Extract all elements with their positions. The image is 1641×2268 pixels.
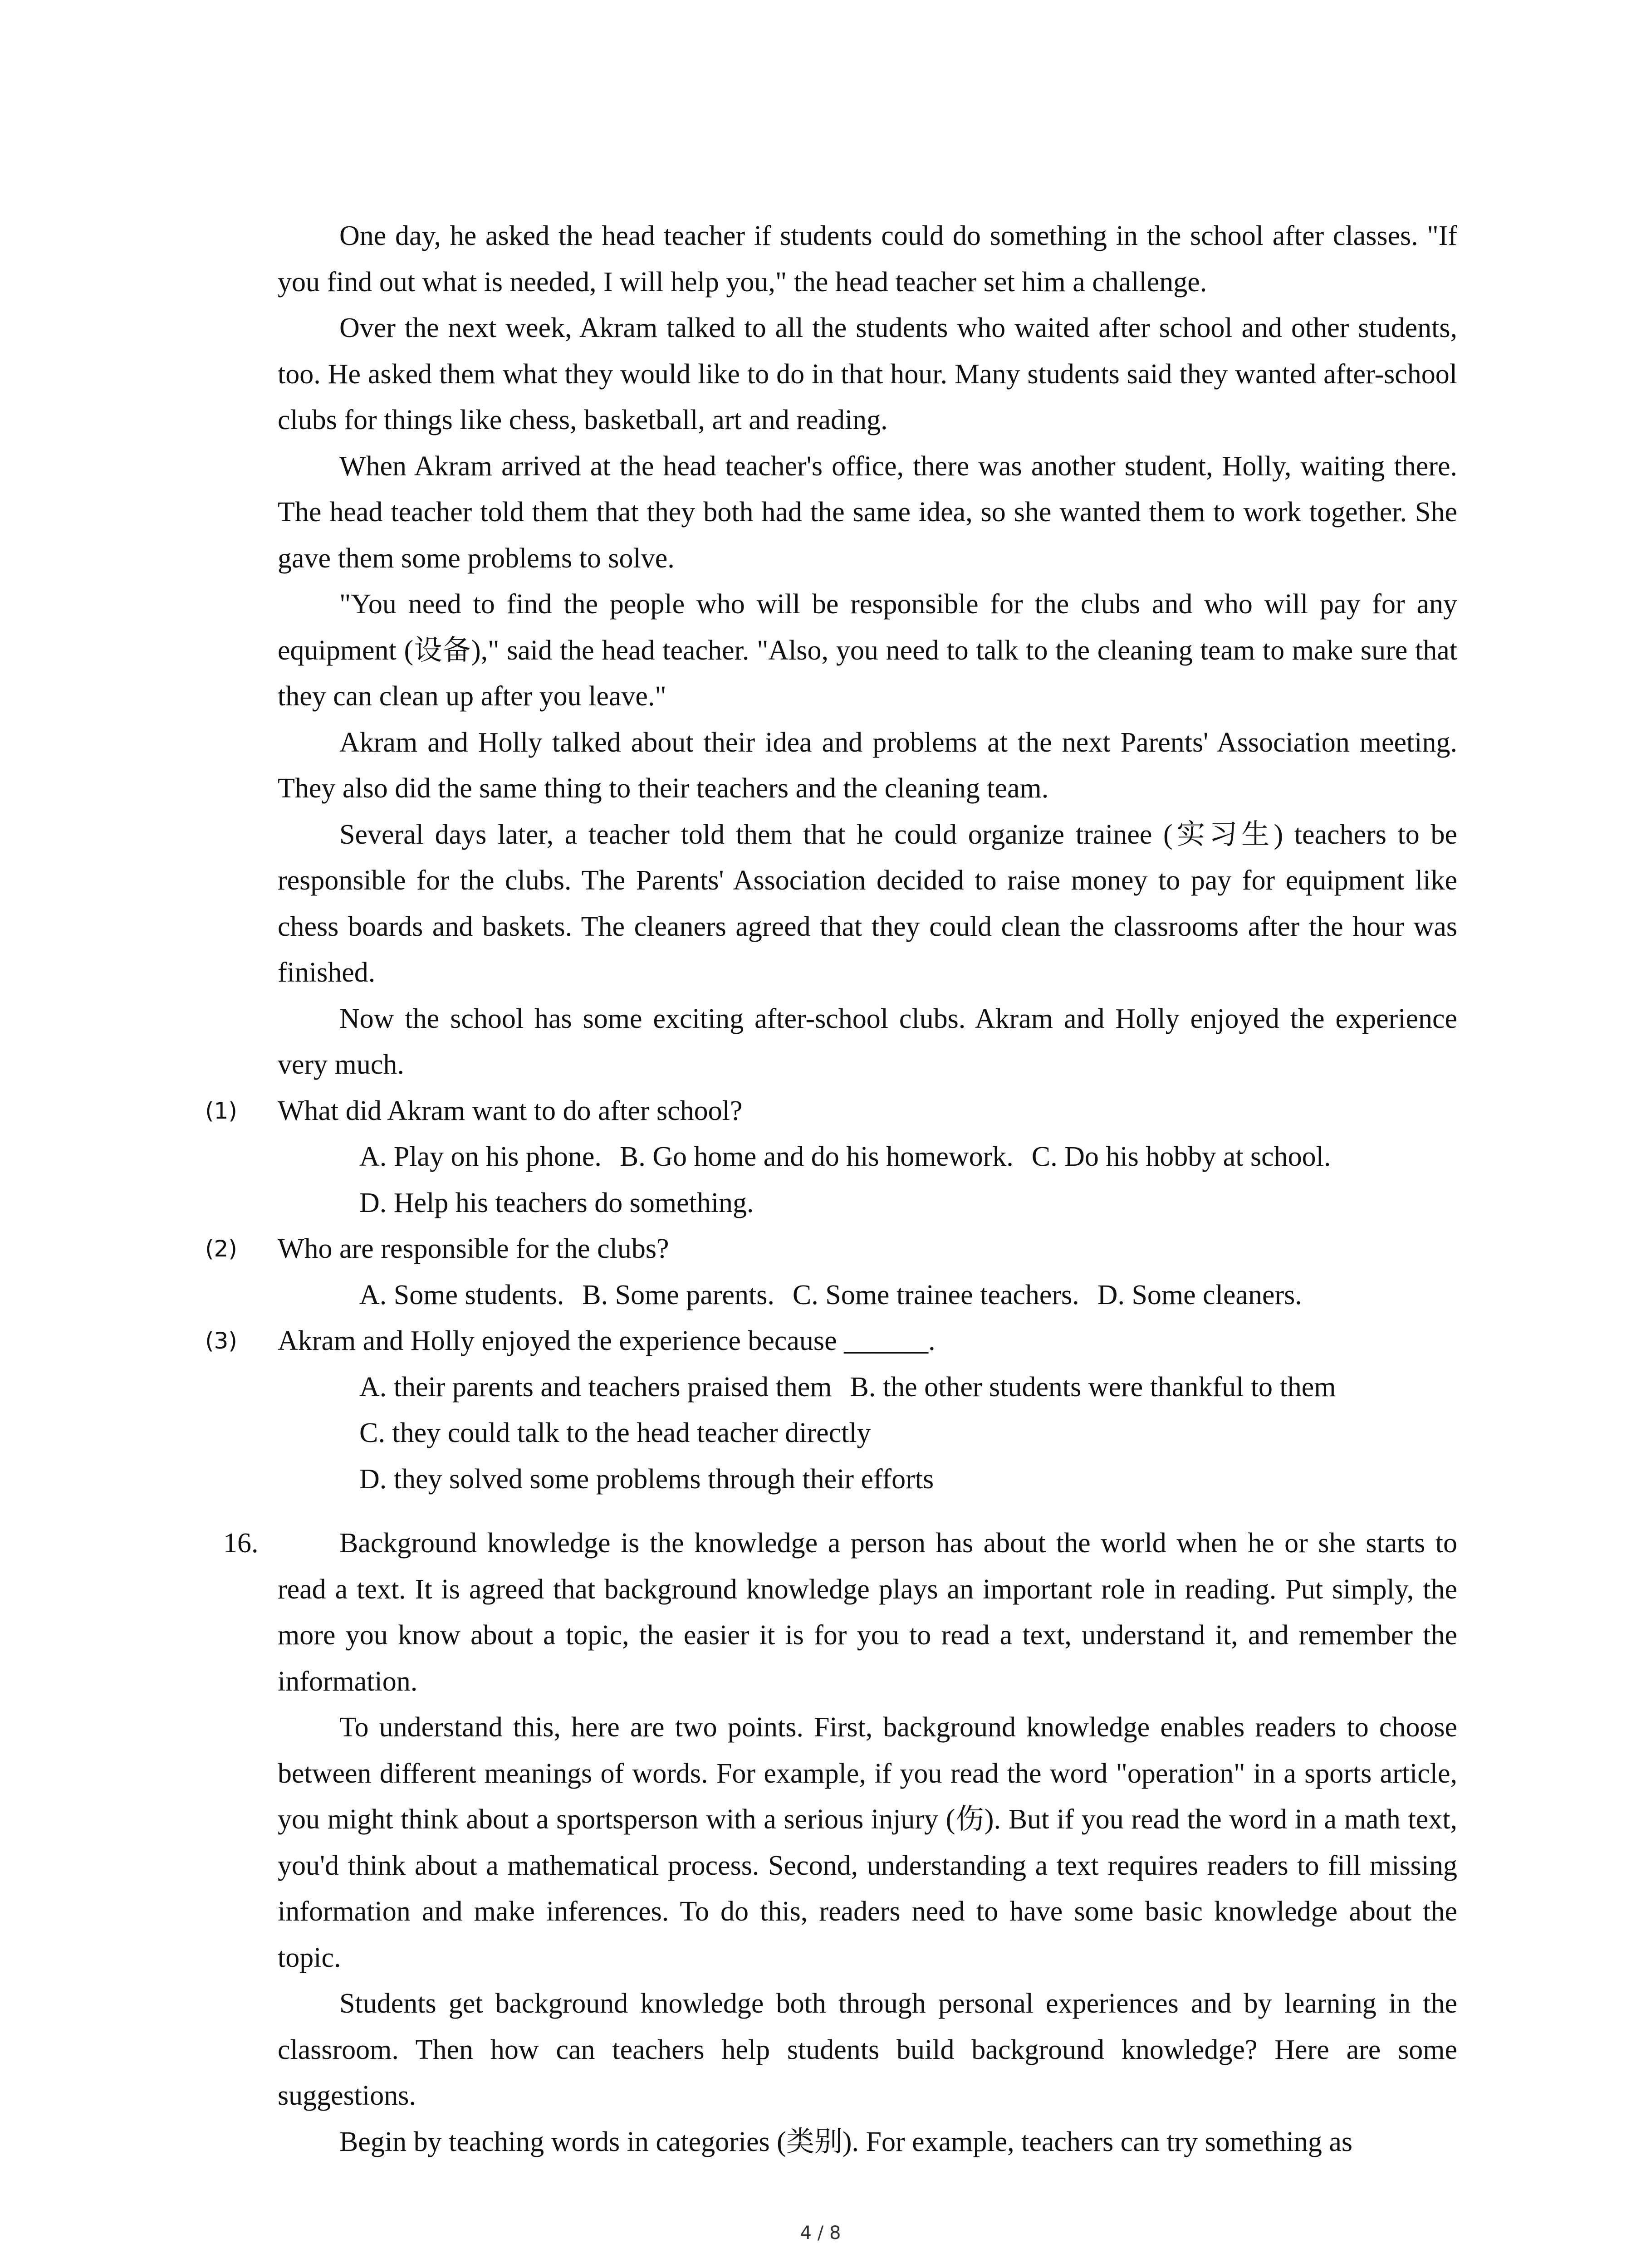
option-line — [359, 1364, 1457, 1411]
question-number: (3) — [205, 1328, 237, 1354]
page-number: 4 / 8 — [800, 2223, 841, 2244]
option-line — [359, 1272, 1457, 1319]
question-2-options — [278, 1272, 1457, 1319]
question-1-options — [278, 1134, 1457, 1226]
option-line — [359, 1134, 1457, 1180]
passage-paragraph: "You need to find the people who will be responsible for the clubs and who will pay for any equipment (设备)," said the head teacher. "Also, you need to talk to the cleaning team to make sure that they can clean up after you leave." — [278, 589, 1457, 712]
option-line — [359, 1410, 1457, 1457]
option-a[interactable]: A. Play on his phone. — [359, 1141, 602, 1172]
passage-paragraph: One day, he asked the head teacher if students could do something in the school after classes. "If you find out what is needed, I will help you," the head teacher set him a challenge. — [278, 220, 1457, 298]
option-b[interactable]: B. the other students were thankful to them — [850, 1371, 1336, 1403]
option-b[interactable]: B. Go home and do his homework. — [619, 1141, 1014, 1172]
question-3-options — [278, 1364, 1457, 1503]
question-text: Akram and Holly enjoyed the experience because ______. — [278, 1325, 936, 1356]
item-16-paragraph: Background knowledge is the knowledge a person has about the world when he or she starts to read a text. It is agreed that background knowledge plays an important role in reading. Put simply, the more you know about a topic, the easier it is for you to read a text, understand it, and remember the information. — [278, 1528, 1457, 1697]
item-16-paragraph: Begin by teaching words in categories (类别). For example, teachers can try something as — [339, 2126, 1353, 2157]
item-16 — [223, 1520, 1457, 2165]
option-line — [359, 1180, 1457, 1227]
passage-paragraph: When Akram arrived at the head teacher's office, there was another student, Holly, waiting there. The head teacher told them that they both had the same idea, so she wanted them to work together. She gave them some problems to solve. — [278, 450, 1457, 574]
option-c[interactable]: C. Do his hobby at school. — [1031, 1141, 1331, 1172]
page-content — [205, 213, 1457, 2165]
item-number: 16. — [223, 1528, 259, 1559]
option-a[interactable]: A. Some students. — [359, 1279, 564, 1310]
item-16-paragraph: Students get background knowledge both through personal experiences and by learning in the classroom. Then how can teachers help students build background knowledge? Here are some suggestions. — [278, 1988, 1457, 2111]
question-3 — [205, 1318, 1457, 1364]
option-a[interactable]: A. their parents and teachers praised them — [359, 1371, 832, 1403]
question-text: Who are responsible for the clubs? — [278, 1233, 669, 1264]
option-d[interactable]: D. Some cleaners. — [1097, 1279, 1302, 1310]
option-d[interactable]: D. they solved some problems through their efforts — [359, 1463, 934, 1495]
option-line — [359, 1457, 1457, 1503]
question-number: (2) — [205, 1236, 237, 1262]
question-text: What did Akram want to do after school? — [278, 1095, 743, 1126]
option-c[interactable]: C. Some trainee teachers. — [792, 1279, 1079, 1310]
passage-paragraph: Now the school has some exciting after-school clubs. Akram and Holly enjoyed the experience very much. — [278, 1003, 1457, 1080]
item-16-paragraph: To understand this, here are two points. First, background knowledge enables readers to choose between different meanings of words. For example, if you read the word "operation" in a sports article, you might think about a sportsperson with a serious injury (伤). But if you read the word in a math text, you'd think about a mathematical process. Second, understanding a text requires readers to fill missing information and make inferences. To do this, readers need to have some basic knowledge about the topic. — [278, 1712, 1457, 1973]
question-2 — [205, 1226, 1457, 1272]
question-list — [205, 1088, 1457, 1503]
question-number: (1) — [205, 1097, 237, 1124]
passage-paragraph: Akram and Holly talked about their idea and problems at the next Parents' Association meeting. They also did the same thing to their teachers and the cleaning team. — [278, 727, 1457, 804]
passage-paragraph: Over the next week, Akram talked to all the students who waited after school and other students, too. He asked them what they would like to do in that hour. Many students said they wanted after-school clubs for things like chess, basketball, art and reading. — [278, 313, 1457, 435]
option-d[interactable]: D. Help his teachers do something. — [359, 1187, 754, 1218]
passage-paragraph: Several days later, a teacher told them that he could organize trainee (实习生) teachers to be responsible for the clubs. The Parents' Association decided to raise money to pay for equipment like chess boards and baskets. The cleaners agreed that they could clean the classrooms after the hour was finished. — [278, 819, 1457, 988]
passage-end — [278, 213, 1457, 1088]
option-b[interactable]: B. Some parents. — [582, 1279, 774, 1310]
option-c[interactable]: C. they could talk to the head teacher directly — [359, 1418, 871, 1448]
question-1 — [205, 1088, 1457, 1134]
